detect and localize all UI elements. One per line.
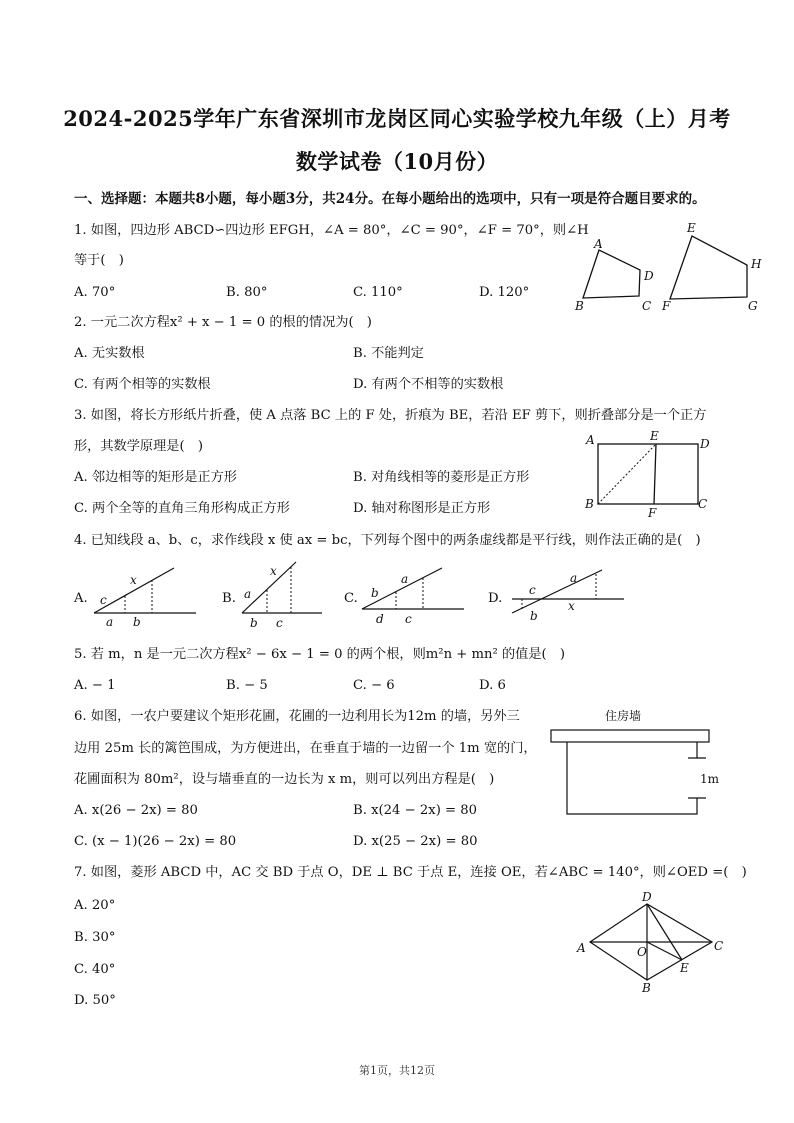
q4c-label-b: b — [371, 586, 379, 600]
q4d-label-b: b — [530, 609, 538, 623]
q3-option-a: A. 邻边相等的矩形是正方形 — [74, 470, 237, 485]
q3-option-d: D. 轴对称图形是正方形 — [353, 501, 491, 516]
q4a-label-x: x — [130, 573, 137, 587]
q4-figure-a — [88, 560, 198, 630]
q3-option-c: C. 两个全等的直角三角形构成正方形 — [74, 501, 290, 516]
title-line-2: 数学试卷（10月份） — [295, 149, 499, 174]
q4c-label-a: a — [401, 572, 409, 586]
q7-option-b: B. 30° — [74, 930, 116, 945]
q3-figure-folded-rectangle — [580, 426, 720, 521]
q6-label-door: 1m — [700, 772, 720, 786]
q7-label-c: C — [714, 939, 724, 953]
q1-label-d: D — [644, 269, 654, 283]
q6-option-c: C. (x − 1)(26 − 2x) = 80 — [74, 834, 237, 849]
q6-option-a: A. x(26 − 2x) = 80 — [74, 803, 198, 818]
q3-label-d: D — [700, 437, 710, 451]
q2-stem: 2. 一元二次方程x² + x − 1 = 0 的根的情况为( ) — [74, 315, 372, 330]
q3-stem-line2: 形，其数学原理是( ) — [74, 439, 203, 454]
q4a-label-b: b — [133, 615, 141, 629]
q3-label-b: B — [585, 497, 594, 511]
q7-label-o: O — [637, 945, 647, 959]
q7-stem: 7. 如图，菱形 ABCD 中，AC 交 BD 于点 O，DE ⊥ BC 于点 E，连接 OE，若∠ABC = 140°，则∠OED =( ) — [74, 865, 747, 880]
q5-option-c: C. − 6 — [353, 678, 395, 693]
q5-option-d: D. 6 — [479, 678, 506, 693]
q6-stem-line1: 6. 如图，一农户要建议个矩形花圃，花圃的一边利用长为12m 的墙，另外三 — [74, 709, 520, 724]
q1-stem-line1: 1. 如图，四边形 ABCD∽四边形 EFGH，∠A = 80°，∠C = 90°，∠F = 70°，则∠H — [74, 223, 589, 238]
q7-option-d: D. 50° — [74, 993, 116, 1008]
q4c-label-d: d — [376, 612, 384, 626]
q4-option-b: B. — [222, 591, 236, 606]
q4-figure-b — [236, 560, 326, 635]
q5-stem: 5. 若 m，n 是一元二次方程x² − 6x − 1 = 0 的两个根，则m²n + mn² 的值是( ) — [74, 647, 566, 662]
q1-stem-line2: 等于( ) — [74, 253, 124, 268]
q4d-label-a: a — [570, 571, 578, 585]
section-1-heading: 一、选择题：本题共8小题，每小题3分，共24分。在每小题给出的选项中，只有一项是符合题目要求的。 — [74, 191, 706, 207]
q6-label-wall: 住房墙 — [605, 709, 642, 723]
q7-label-e: E — [680, 961, 689, 975]
q2-option-c: C. 有两个相等的实数根 — [74, 377, 211, 392]
q6-stem-line3: 花圃面积为 80m²，设与墙垂直的一边长为 x m，则可以列出方程是( ) — [74, 772, 495, 787]
q3-label-f: F — [648, 506, 657, 520]
q4-figure-c — [358, 560, 468, 630]
title-line-1: 2024-2025学年广东省深圳市龙岗区同心实验学校九年级（上）月考 — [63, 106, 731, 131]
q2-option-a: A. 无实数根 — [74, 346, 145, 361]
q1-option-d: D. 120° — [479, 285, 530, 300]
q4b-label-b: b — [250, 616, 258, 630]
q3-stem-line1: 3. 如图，将长方形纸片折叠，使 A 点落 BC 上的 F 处，折痕为 BE，若沿 EF 剪下，则折叠部分是一个正方 — [74, 408, 707, 423]
q7-label-d: D — [642, 890, 652, 904]
q7-figure-rhombus — [572, 888, 732, 998]
q1-label-b: B — [575, 299, 584, 313]
q4a-label-a: a — [106, 615, 114, 629]
page-footer: 第1页，共12页 — [359, 1064, 435, 1077]
q1-option-c: C. 110° — [353, 285, 403, 300]
q1-label-h: H — [751, 257, 762, 271]
q6-figure-garden — [545, 704, 735, 819]
q1-figure-quadrilaterals — [568, 218, 768, 318]
q1-label-c: C — [642, 299, 652, 313]
q4a-label-c: c — [100, 593, 107, 607]
q1-option-a: A. 70° — [74, 285, 116, 300]
q6-option-d: D. x(25 − 2x) = 80 — [353, 834, 478, 849]
q4-option-d: D. — [488, 591, 503, 606]
q4-option-c: C. — [344, 591, 358, 606]
q4c-label-c: c — [405, 612, 412, 626]
q4d-label-c: c — [529, 583, 536, 597]
q3-label-e: E — [650, 429, 659, 443]
q3-option-b: B. 对角线相等的菱形是正方形 — [353, 470, 530, 485]
q7-label-a: A — [577, 941, 586, 955]
q5-option-a: A. − 1 — [74, 678, 116, 693]
q4-figure-d — [502, 565, 632, 625]
q1-label-e: E — [687, 221, 696, 235]
q7-label-b: B — [642, 981, 651, 995]
q5-option-b: B. − 5 — [226, 678, 268, 693]
q4-stem: 4. 已知线段 a、b、c，求作线段 x 使 ax = bc，下列每个图中的两条虚线都是平行线，则作法正确的是( ) — [74, 533, 701, 548]
q2-option-b: B. 不能判定 — [353, 346, 424, 361]
q1-label-g: G — [748, 299, 758, 313]
q4b-label-a: a — [244, 587, 252, 601]
q4d-label-x: x — [568, 599, 575, 613]
q3-label-c: C — [698, 497, 708, 511]
q6-option-b: B. x(24 − 2x) = 80 — [353, 803, 478, 818]
q4b-label-c: c — [276, 616, 283, 630]
q1-label-f: F — [662, 299, 671, 313]
q7-option-c: C. 40° — [74, 962, 116, 977]
q1-option-b: B. 80° — [226, 285, 268, 300]
q1-label-a: A — [594, 237, 603, 251]
q7-option-a: A. 20° — [74, 898, 116, 913]
q2-option-d: D. 有两个不相等的实数根 — [353, 377, 504, 392]
q4-option-a: A. — [74, 591, 88, 606]
q6-stem-line2: 边用 25m 长的篱笆围成，为方便进出，在垂直于墙的一边留一个 1m 宽的门， — [74, 741, 537, 756]
q4b-label-x: x — [270, 564, 277, 578]
q3-label-a: A — [586, 433, 595, 447]
